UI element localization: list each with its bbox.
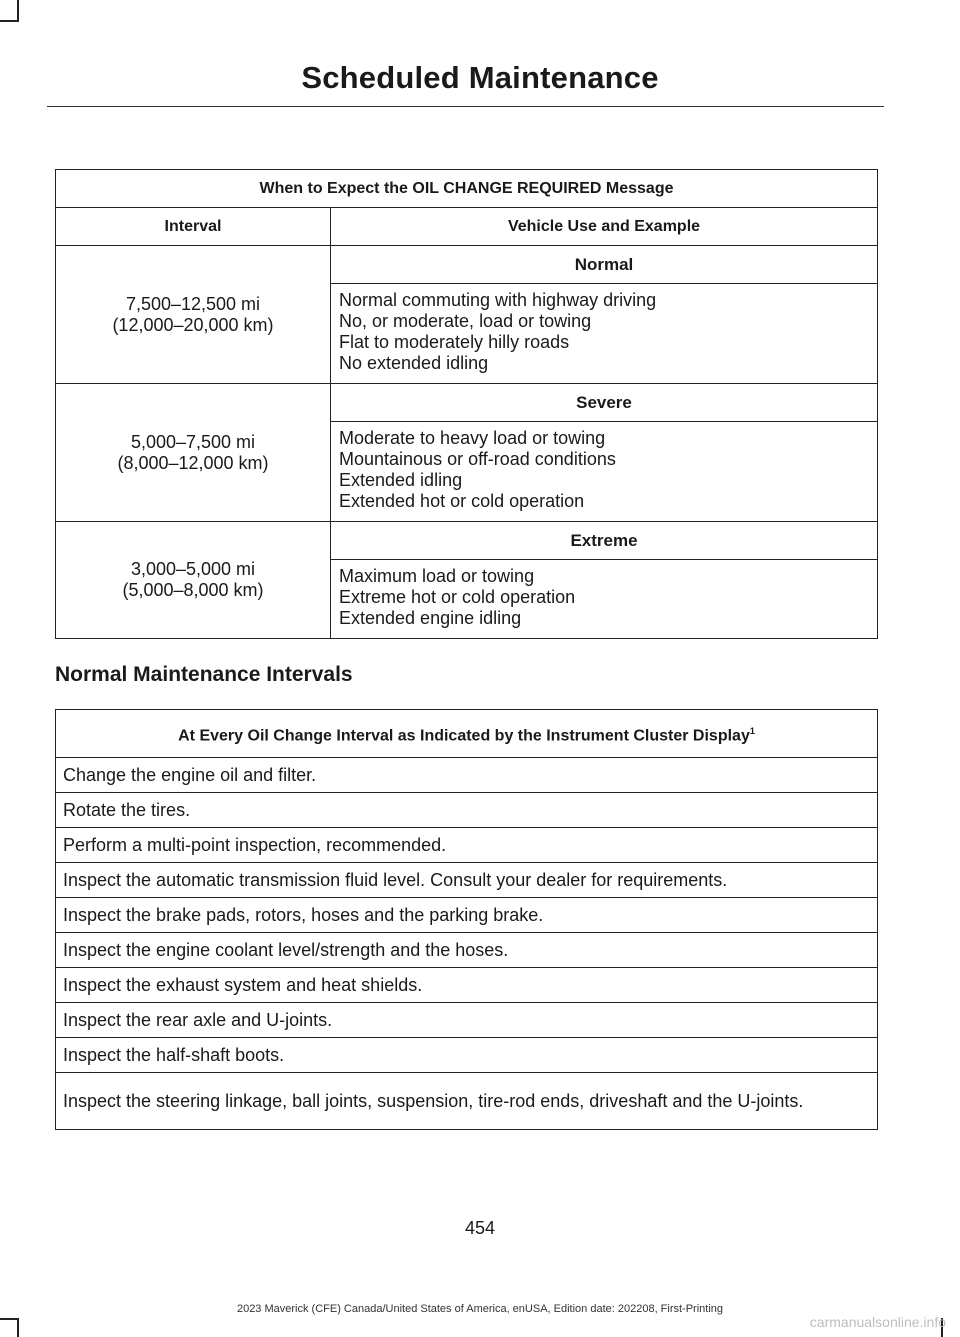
watermark: carmanualsonline.info — [809, 1314, 946, 1330]
header-divider — [47, 106, 884, 107]
category-extreme: Extreme — [331, 522, 878, 560]
interval-kilometers: (5,000–8,000 km) — [122, 580, 264, 600]
table-row: Change the engine oil and filter. — [56, 758, 878, 793]
example-item: Flat to moderately hilly roads — [339, 332, 570, 352]
table-row: Perform a multi-point inspection, recommended. — [56, 828, 878, 863]
table-row: Inspect the brake pads, rotors, hoses and the parking brake. — [56, 898, 878, 933]
example-item: Maximum load or towing — [339, 566, 535, 586]
oil-change-table — [55, 169, 878, 639]
column-header-interval: Interval — [56, 208, 331, 246]
crop-mark — [17, 1318, 19, 1337]
interval-table-caption — [56, 710, 878, 758]
example-item: No extended idling — [339, 353, 489, 373]
column-header-vehicle-use: Vehicle Use and Example — [331, 208, 878, 246]
category-severe: Severe — [331, 384, 878, 422]
footer-edition-info: 2023 Maverick (CFE) Canada/United States of America, enUSA, Edition date: 202208, First-Printing — [236, 1303, 724, 1315]
examples-normal — [331, 284, 878, 384]
interval-miles: 5,000–7,500 mi — [130, 431, 256, 452]
table-row: Inspect the rear axle and U-joints. — [56, 1003, 878, 1038]
crop-mark — [17, 0, 19, 20]
example-item: No, or moderate, load or towing — [339, 311, 592, 331]
interval-cell — [56, 384, 331, 522]
table-row: Inspect the automatic transmission fluid level. Consult your dealer for requirements. — [56, 863, 878, 898]
crop-mark — [0, 20, 19, 22]
footnote-marker: 1 — [749, 725, 755, 736]
interval-kilometers: (12,000–20,000 km) — [112, 314, 274, 335]
page-number: 454 — [464, 1218, 496, 1238]
interval-kilometers: (8,000–12,000 km) — [117, 452, 269, 473]
interval-miles: 3,000–5,000 mi — [130, 559, 256, 579]
example-item: Extended engine idling — [339, 608, 522, 628]
table-row: Rotate the tires. — [56, 793, 878, 828]
example-item: Normal commuting with highway driving — [339, 290, 657, 310]
table-row: Inspect the half-shaft boots. — [56, 1038, 878, 1073]
examples-extreme — [331, 560, 878, 639]
table-row: Inspect the steering linkage, ball joints, suspension, tire-rod ends, driveshaft and the U-joints. — [56, 1073, 878, 1130]
example-item: Extended idling — [339, 470, 463, 490]
section-heading: Normal Maintenance Intervals — [55, 663, 353, 686]
table-row: Inspect the exhaust system and heat shields. — [56, 968, 878, 1003]
interval-cell — [56, 522, 331, 639]
interval-miles: 7,500–12,500 mi — [125, 293, 261, 314]
crop-mark — [0, 1318, 19, 1320]
example-item: Moderate to heavy load or towing — [339, 428, 606, 448]
page-title: Scheduled Maintenance — [301, 60, 659, 95]
category-normal: Normal — [331, 246, 878, 284]
maintenance-interval-table — [55, 709, 878, 1130]
example-item: Extreme hot or cold operation — [339, 587, 576, 607]
example-item: Extended hot or cold operation — [339, 491, 585, 511]
table-row: Inspect the engine coolant level/strength and the hoses. — [56, 933, 878, 968]
examples-severe — [331, 422, 878, 522]
oil-table-caption: When to Expect the OIL CHANGE REQUIRED Message — [56, 170, 878, 208]
interval-table-caption-text: At Every Oil Change Interval as Indicated by the Instrument Cluster Display — [178, 727, 750, 745]
interval-cell — [56, 246, 331, 384]
example-item: Mountainous or off-road conditions — [339, 449, 616, 469]
